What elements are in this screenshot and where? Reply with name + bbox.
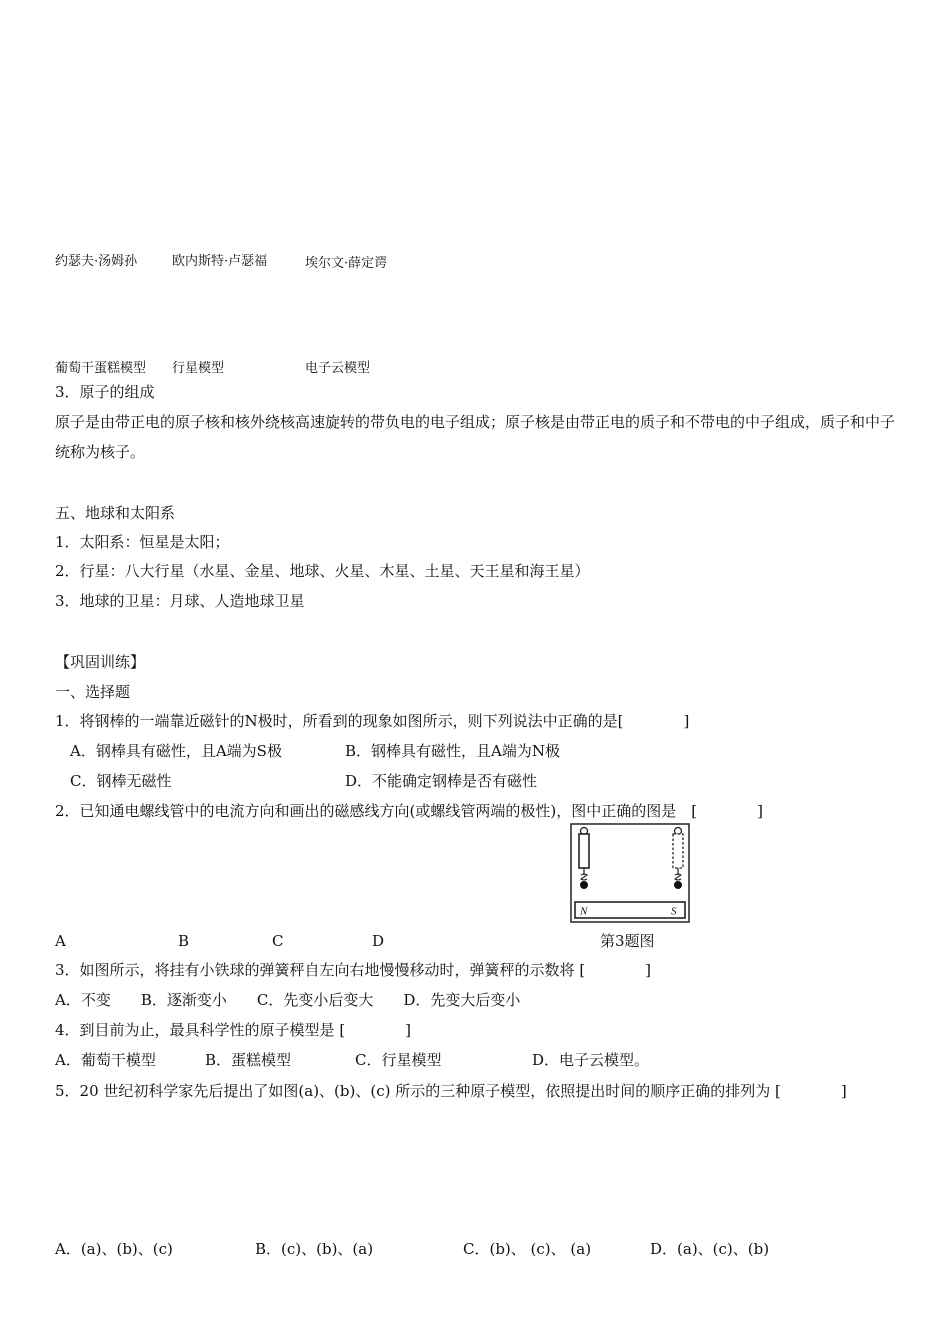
scientist-rutherford: 欧内斯特·卢瑟福 — [172, 254, 268, 269]
q4-option-c: C．行星模型 — [355, 1051, 442, 1069]
q2-label-b: B — [178, 932, 190, 950]
section3-title: 3．原子的组成 — [55, 383, 155, 401]
model-planetary: 行星模型 — [172, 361, 225, 376]
practice-title: 【巩固训练】 — [55, 653, 146, 671]
q3-options: A．不变 B．逐渐变小 C．先变小后变大 D．先变大后变小 — [55, 991, 521, 1009]
section5-item-2: 2．行星：八大行星（水星、金星、地球、火星、木星、土星、天王星和海王星） — [55, 562, 590, 580]
figure-3-caption: 第3题图 — [600, 932, 655, 950]
spring-scale-left — [579, 834, 589, 868]
spring-scale-right — [673, 834, 683, 868]
model-electron-cloud: 电子云模型 — [305, 361, 371, 376]
q1-option-c: C．钢棒无磁性 — [70, 772, 172, 790]
section3-text: 原子是由带正电的原子核和核外绕核高速旋转的带负电的电子组成；原子核是由带正电的质子和不带电的中子组成，质子和中子统称为核子。 — [55, 413, 896, 461]
choice-title: 一、选择题 — [55, 683, 131, 701]
q1-option-d: D．不能确定钢棒是否有磁性 — [345, 772, 538, 790]
q4-stem: 4．到目前为止，最具科学性的原子模型是 [ ] — [55, 1021, 412, 1039]
iron-ball-right — [674, 881, 682, 889]
q1-option-a: A．钢棒具有磁性，且A端为S极 — [70, 742, 282, 760]
section5-item-1: 1．太阳系：恒星是太阳； — [55, 533, 230, 551]
magnet-pole-s: S — [671, 905, 677, 918]
magnet-pole-n: N — [580, 905, 588, 918]
q2-label-d: D — [372, 932, 385, 950]
q5-option-d: D．(a)、(c)、(b) — [650, 1240, 770, 1258]
q1-stem: 1．将钢棒的一端靠近磁针的N极时，所看到的现象如图所示，则下列说法中正确的是[ ] — [55, 712, 690, 730]
q2-stem: 2．已知通电螺线管中的电流方向和画出的磁感线方向(或螺线管两端的极性)，图中正确的图是 [ ] — [55, 802, 763, 820]
iron-ball-left — [580, 881, 588, 889]
q4-option-a: A．葡萄干模型 — [55, 1051, 156, 1069]
q5-option-c: C．(b)、 (c)、 (a) — [463, 1240, 592, 1258]
q2-label-c: C — [272, 932, 284, 950]
bar-magnet — [575, 902, 685, 918]
figure-3-spring-scale-magnet — [570, 823, 690, 923]
q4-option-b: B．蛋糕模型 — [205, 1051, 292, 1069]
model-plum-pudding: 葡萄干蛋糕模型 — [55, 361, 147, 376]
scientist-thomson: 约瑟夫·汤姆孙 — [55, 254, 138, 269]
scientist-schrodinger: 埃尔文·薛定谔 — [305, 256, 388, 271]
q5-stem: 5．20 世纪初科学家先后提出了如图(a)、(b)、(c) 所示的三种原子模型，依照提出时间的顺序正确的排列为 [ ] — [55, 1082, 847, 1100]
section5-item-3: 3．地球的卫星：月球、人造地球卫星 — [55, 592, 305, 610]
q1-option-b: B．钢棒具有磁性，且A端为N极 — [345, 742, 560, 760]
q5-option-a: A．(a)、(b)、(c) — [55, 1240, 173, 1258]
section5-title: 五、地球和太阳系 — [55, 504, 176, 522]
q5-option-b: B．(c)、(b)、(a) — [255, 1240, 374, 1258]
q4-option-d: D．电子云模型。 — [532, 1051, 650, 1069]
q3-stem: 3．如图所示，将挂有小铁球的弹簧秤自左向右地慢慢移动时，弹簧秤的示数将 [ ] — [55, 961, 652, 979]
q2-label-a: A — [55, 932, 66, 950]
